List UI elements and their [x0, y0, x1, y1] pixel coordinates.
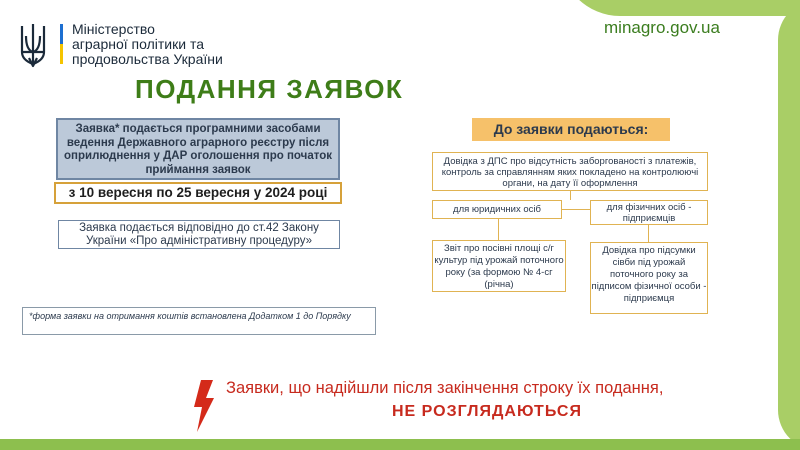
dates-box: з 10 вересня по 25 вересня у 2024 році	[54, 182, 342, 204]
decor-bottom-bar	[0, 439, 800, 450]
warning-emphasis: НЕ РОЗГЛЯДАЮТЬСЯ	[392, 403, 582, 420]
ministry-line: Міністерство	[72, 21, 155, 37]
trident-icon	[18, 22, 48, 68]
flag-divider	[60, 24, 63, 64]
footnote-box: *форма заявки на отримання коштів встановлена Додатком 1 до Порядку	[22, 307, 376, 335]
site-url: minagro.gov.ua	[604, 18, 720, 37]
physical-persons-box: для фізичних осіб - підприємців	[590, 200, 708, 225]
ministry-line: продовольства України	[72, 51, 223, 67]
connector-line	[648, 225, 649, 242]
warning-text: Заявки, що надійшли після закінчення строку їх подання,	[226, 379, 664, 397]
sown-area-report-box: Звіт про посівні площі с/г культур під урожай поточного року (за формою № 4-сг (річна)	[432, 240, 566, 292]
dps-certificate-box: Довідка з ДПС про відсутність заборгованості з платежів, контроль за справлянням яких покладено на контролюючі органи, на дату її оформлення	[432, 152, 708, 191]
connector-line	[570, 191, 571, 200]
page-title: ПОДАННЯ ЗАЯВОК	[135, 74, 404, 104]
lightning-icon	[193, 380, 215, 432]
juridical-persons-box: для юридичних осіб	[432, 200, 562, 219]
ministry-line: аграрної політики та	[72, 36, 204, 52]
law-box: Заявка подається відповідно до ст.42 Закону України «Про адміністративну процедуру»	[58, 220, 340, 249]
connector-line	[498, 219, 499, 240]
decor-top-right	[560, 0, 800, 16]
ministry-name	[72, 22, 272, 67]
connector-line	[562, 209, 590, 210]
sowing-certificate-box: Довідка про підсумки сівби під урожай поточного року за підписом фізичної особи - підприємця	[590, 242, 708, 314]
submission-box: Заявка* подається програмними засобами ведення Державного аграрного реєстру після оприлюднення у ДАР оголошення про початок приймання заявок	[56, 118, 340, 180]
documents-label: До заявки подаються:	[472, 118, 670, 141]
